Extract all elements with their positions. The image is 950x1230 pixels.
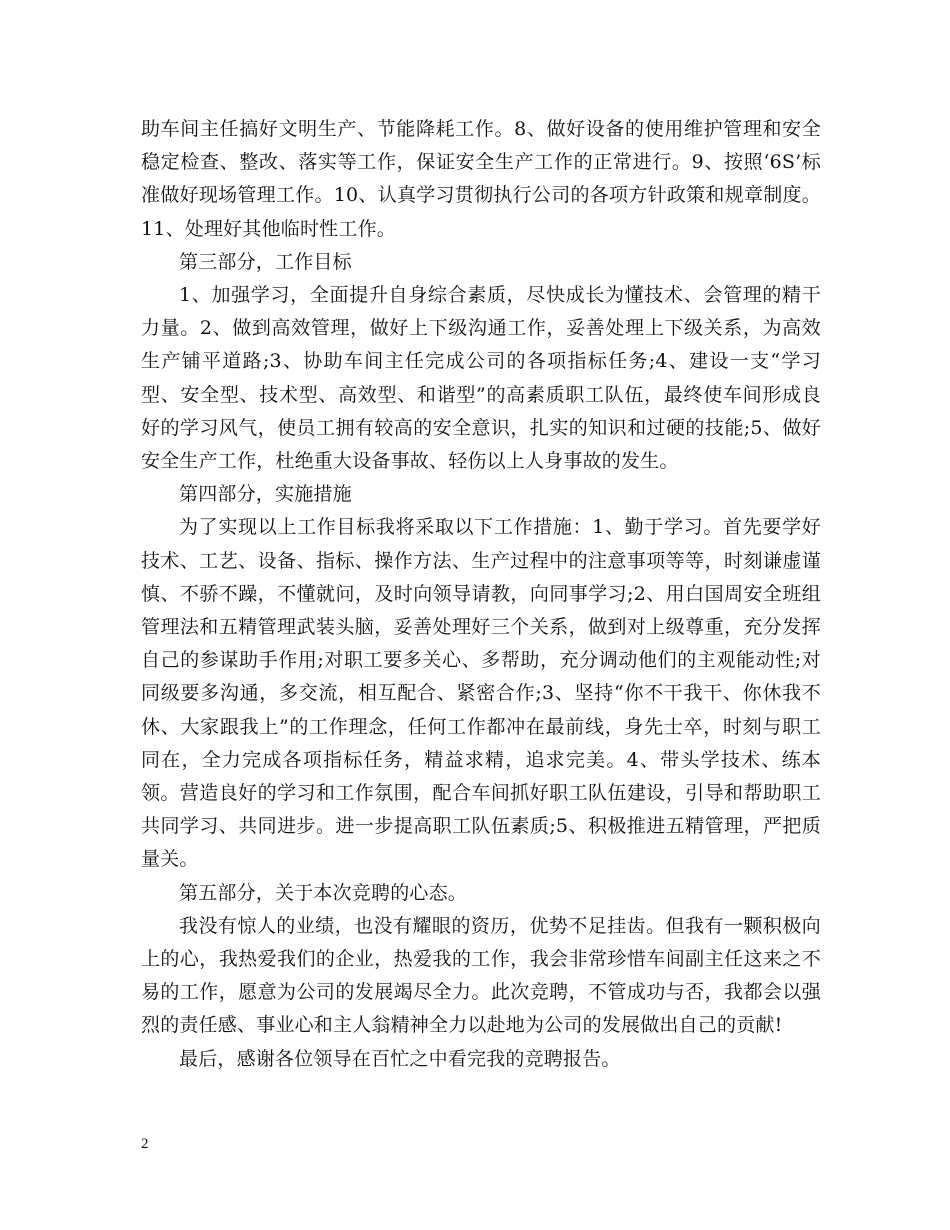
section-heading-attitude: 第五部分，关于本次竞聘的心态。: [179, 881, 468, 904]
paragraph-measures: 为了实现以上工作目标我将采取以下工作措施：1、勤于学习。首先要学好技术、工艺、设备、指标、操作方法、生产过程中的注意事项等等，时刻谦虚谨慎、不骄不躁，不懂就问，及时向领导请教，向同事学习;2、用白国周安全班组管理法和五精管理武装头脑，妥善处理好三个关系，做到对上级尊重，充分发挥自己的参谋助手作用;对职工要多关心、多帮助，充分调动他们的主观能动性;对同级要多沟通，多交流，相互配合、紧密合作;3、坚持“你不干我干、你休我不休、大家跟我上”的工作理念，任何工作都冲在最前线，身先士卒，时刻与职工同在，全力完成各项指标任务，精益求精，追求完美。4、带头学技术、练本领。营造良好的学习和工作氛围，配合车间抓好职工队伍建设，引导和帮助职工共同学习、共同进步。进一步提高职工队伍素质;5、积极推进五精管理，严把质量关。: [141, 516, 821, 871]
paragraph-duties-continued: 助车间主任搞好文明生产、节能降耗工作。8、做好设备的使用维护管理和安全稳定检查、整改、落实等工作，保证安全生产工作的正常进行。9、按照‘6S’标准做好现场管理工作。10、认真学习贯彻执行公司的各项方针政策和规章制度。11、处理好其他临时性工作。: [141, 118, 821, 240]
section-heading-measures: 第四部分，实施措施: [179, 483, 352, 506]
paragraph-closing: 最后，感谢各位领导在百忙之中看完我的竞聘报告。: [179, 1047, 621, 1070]
document-body: [141, 113, 821, 1076]
paragraph-attitude: 我没有惊人的业绩，也没有耀眼的资历，优势不足挂齿。但我有一颗积极向上的心，我热爱我们的企业，热爱我的工作，我会非常珍惜车间副主任这来之不易的工作，愿意为公司的发展竭尽全力。此次竞聘，不管成功与否，我都会以强烈的责任感、事业心和主人翁精神全力以赴地为公司的发展做出自己的贡献!: [141, 914, 821, 1037]
section-heading-goals: 第三部分，工作目标: [179, 250, 352, 273]
paragraph-goals: 1、加强学习，全面提升自身综合素质，尽快成长为懂技术、会管理的精干力量。2、做到高效管理，做好上下级沟通工作，妥善处理上下级关系，为高效生产铺平道路;3、协助车间主任完成公司的各项指标任务;4、建设一支“学习型、安全型、技术型、高效型、和谐型”的高素质职工队伍，最终使车间形成良好的学习风气，使员工拥有较高的安全意识，扎实的知识和过硬的技能;5、做好安全生产工作，杜绝重大设备事故、轻伤以上人身事故的发生。: [141, 284, 821, 473]
page-number: 2: [141, 1136, 149, 1152]
